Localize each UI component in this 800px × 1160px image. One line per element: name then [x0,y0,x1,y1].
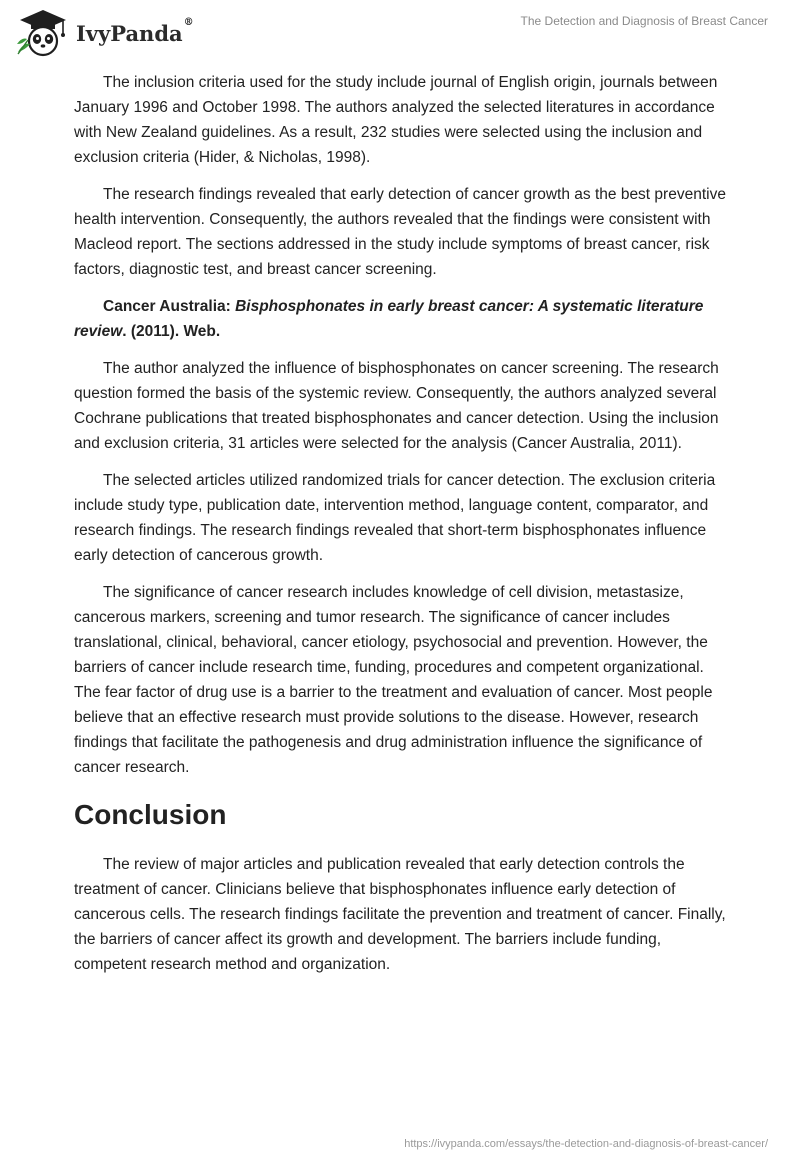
running-title: The Detection and Diagnosis of Breast Cancer [520,14,768,28]
page-header [0,0,800,70]
body-paragraph: The research findings revealed that early detection of cancer growth as the best preventive health intervention. Consequently, the authors revealed that the findings were consistent with Macleod report. The sections addressed in the study include symptoms of breast cancer, risk factors, diagnostic test, and breast cancer screening. [74,186,726,278]
body-paragraph: The inclusion criteria used for the study include journal of English origin, journals between January 1996 and October 1998. The authors analyzed the selected literatures in accordance with New Zealand guidelines. As a result, 232 studies were selected using the inclusion and exclusion criteria (Hider, & Nicholas, 1998). [74,74,718,166]
brand-name: IvyPanda® [76,16,194,46]
reference-entry [74,294,734,344]
registered-mark: ® [183,16,194,28]
body-paragraph: The author analyzed the influence of bisphosphonates on cancer screening. The research question formed the basis of the systemic review. Consequently, the authors analyzed several Cochrane publications that treated bisphosphonates and cancer detection. Using the inclusion and exclusion criteria, 31 articles were selected for the analysis (Cancer Australia, 2011). [74,360,719,452]
source-url[interactable]: https://ivypanda.com/essays/the-detection-and-diagnosis-of-breast-cancer/ [404,1138,768,1150]
body-paragraph: The significance of cancer research includes knowledge of cell division, metastasize, cancerous markers, screening and tumor research. The significance of cancer includes translational, clinical, behavioral, cancer etiology, psychosocial and prevention. However, the barriers of cancer include research time, funding, procedures and competent organizational. The fear factor of drug use is a barrier to the treatment and evaluation of cancer. Most people believe that an effective research must provide solutions to the disease. However, research findings that facilitate the pathogenesis and drug administration influence the significance of cancer research. [74,584,713,776]
conclusion-heading: Conclusion [74,799,227,830]
ivypanda-logo[interactable] [14,8,204,58]
panda-graduation-cap-icon [14,8,72,58]
reference-title: Bisphosphonates in early breast cancer: A systematic literature review [74,298,704,340]
reference-author: Cancer Australia: [103,298,236,315]
conclusion-paragraph: The review of major articles and publication revealed that early detection controls the treatment of cancer. Clinicians believe that bisphosphonates influence early detection of cancerous cells. The research findings facilitate the prevention and treatment of cancer. Finally, the barriers of cancer affect its growth and development. The barriers include funding, competent research method and organization. [74,856,726,973]
reference-details: . (2011). Web. [122,323,221,340]
document-body [74,70,734,989]
body-paragraph: The selected articles utilized randomized trials for cancer detection. The exclusion criteria include study type, publication date, intervention method, language content, comparator, and research findings. The research findings revealed that short-term bisphosphonates influence early detection of cancerous growth. [74,472,716,564]
